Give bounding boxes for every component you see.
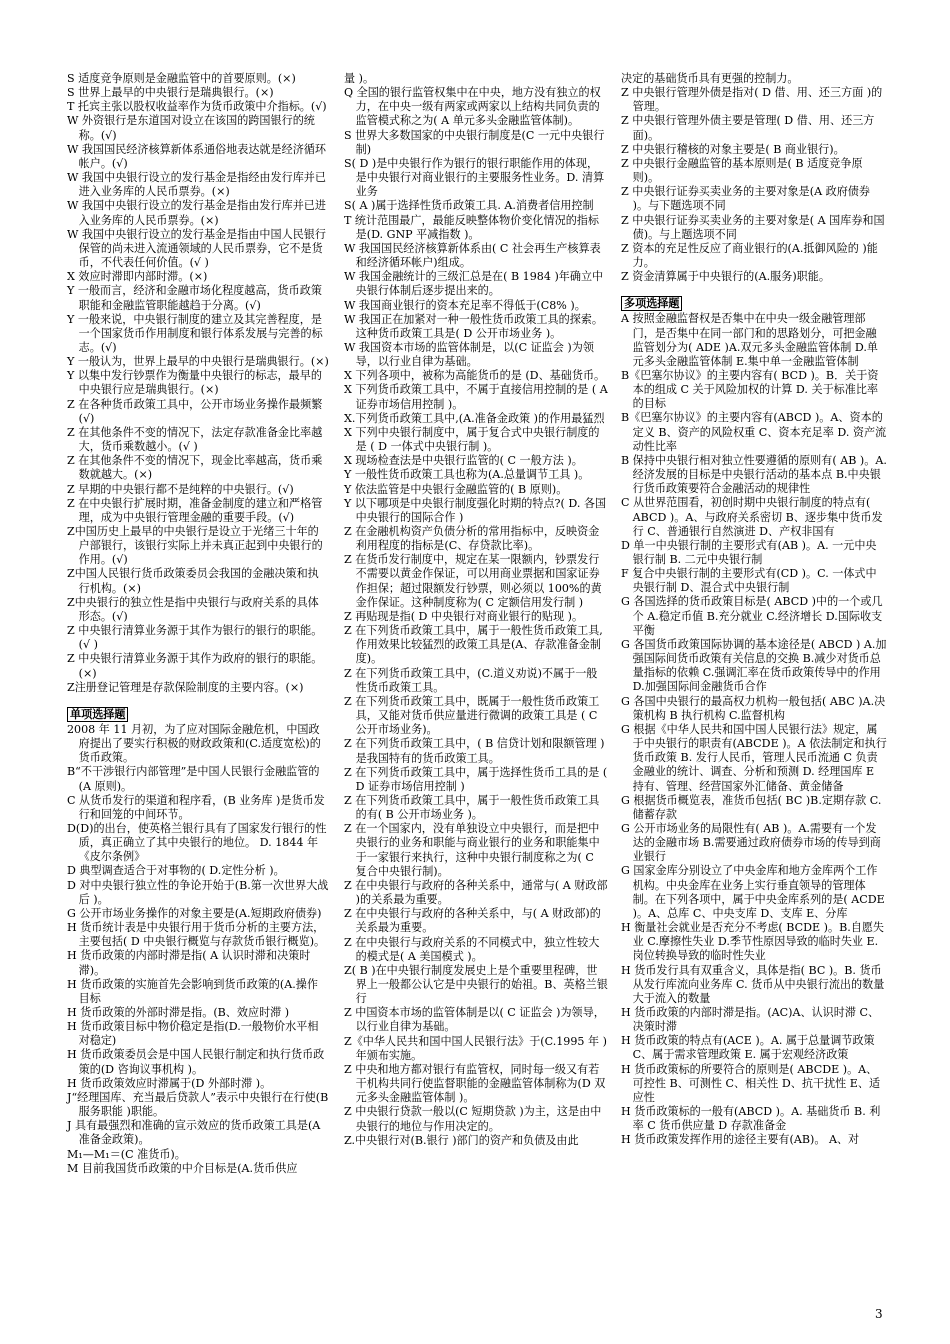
question-entry: W 我国中央银行设立的发行基金是指由中国人民银行保管的尚未进入流通领域的人民币票券，它不是货币，不代表任何价值。(√ ) <box>67 227 326 270</box>
question-entry: Z 中央银行清算业务源于其作为政府的银行的职能。(×) <box>67 652 323 680</box>
question-entry: S 世界上最早的中央银行是瑞典银行。(×) <box>67 86 274 100</box>
question-entry: Z 在中央银行与政府的各种关系中，通常与( A 财政部 )的关系最为重要。 <box>344 878 608 907</box>
question-entry: X 下列中央银行制度中，属于复合式中央银行制度的是 ( D 一体式中央银行制 )。 <box>344 425 600 454</box>
question-entry: Y 一般来说，中央银行制度的建立及其完善程度，是一个国家货币作用制度和银行体系发展与完善的标志。(√) <box>67 312 323 354</box>
question-entry: C 从世界范围看，初创时期中央银行制度的特点有( ABCD )。A、与政府关系密切 B、逐步集中货币发行 C、普通银行自然演进 D、产权非国有 <box>621 496 883 538</box>
question-entry: Z 中央银行贷款一般以(C 短期贷款 )为主，这是由中央银行的地位与作用决定的。 <box>344 1105 602 1133</box>
question-entry: Y 一般认为，世界上最早的中央银行是瑞典银行。(×) <box>67 355 329 369</box>
question-entry: S 适度竞争原则是金融监管中的首要原则。(×) <box>67 72 296 85</box>
section-heading: 单项选择题 <box>67 707 128 722</box>
section-heading: 多项选择题 <box>621 296 682 311</box>
question-entry: Z 中央银行管理外债主要是管理( D 借、用、还三方面)。 <box>621 114 875 142</box>
question-entry: Z 在金融机构资产负债分析的常用指标中，反映资金利用程度的指标是(C、存贷款比率)。 <box>344 525 600 553</box>
section-heading-wrap <box>621 284 887 312</box>
question-entry: A 按照金融监督权是否集中在中央一级金融管理部门，是否集中在同一部门和的思路划分，可把金融监管划分为( ADE )A.双元多头金融监管体制 D.单元多头金融监管体制 E.集中单一金融监管体制 <box>621 312 878 368</box>
question-entry: X 现场检查法是中央银行监管的( C 一般方法 )。 <box>344 454 583 468</box>
question-entry: Z 在中央银行与政府关系的不同模式中，独立性较大的模式是( A 美国模式 )。 <box>344 935 600 963</box>
question-entry: Z 在下列货币政策工具中，属于一般性货币政策工具的有( B 公开市场业务 )。 <box>344 793 600 822</box>
question-entry: Z 在货币发行制度中，规定在某一限额内，钞票发行不需要以黄金作保证，可以用商业票据和国家证券作担保；超过限额发行钞票，则必须以 100%的黄金作保证。这种制度称为( C 定额信用发行制 ) <box>344 553 602 609</box>
question-entry: W 我国正在加紧对一种一般性货币政策工具的探索。这种货币政策工具是( D 公开市场业务 )。 <box>344 312 603 340</box>
question-entry: H 货币政策标的所要符合的原则是( ABCDE )。A、可控性 B、可测性 C、相关性 D、抗干扰性 E、适应性 <box>621 1062 881 1104</box>
question-entry: Z 资金清算属于中央银行的(A.服务)职能。 <box>621 270 830 284</box>
question-entry: Z 再贴现是指( D 中央银行对商业银行的贴现 )。 <box>344 609 584 623</box>
section-heading-wrap <box>67 695 329 723</box>
question-entry: Z 中央银行证券买卖业务的主要对象是(A 政府债券 )。与下题选项不同 <box>621 185 870 213</box>
question-entry: G 各国货币政策国际协调的基本途径是( ABCD ) A.加强国际间货币政策有关信息的交换 B.减少对货币总量指标的依赖 C.强调汇率在货币政策传导中的作用 D.加强国际间金融货币合作 <box>621 637 887 694</box>
question-entry: Z 中央银行金融监管的基本原则是( B 适度竞争原则)。 <box>621 156 863 185</box>
question-entry: H 货币政策的实施首先会影响到货币政策的(A.操作目标 <box>67 977 318 1005</box>
question-entry: Z 在各种货币政策工具中，公开市场业务操作最频繁(√) <box>67 397 323 425</box>
question-entry: W 我国国民经济核算新体系由( C 社会再生产核算表和经济循环帐户)组成。 <box>344 241 601 270</box>
question-entry: Y 一般而言，经济和金融市场化程度越高，货币政策职能和金融监管职能越趋于分离。(√) <box>67 284 322 312</box>
question-entry: W 我国国民经济核算新体系通俗地表达就是经济循环帐户。(√) <box>67 142 326 170</box>
question-entry: Q 全国的银行监管权集中在中央，地方没有独立的权力，在中央一级有两家或两家以上结构共同负责的监管模式称之为( A 单元多头金融监管体制)。 <box>344 86 601 128</box>
question-entry: Z中国人民银行货币政策委员会我国的金融决策和执行机构。(×) <box>67 567 319 595</box>
question-entry: D(D)的出台，使英格兰银行具有了国家发行银行的性质，真正确立了其中央银行的地位。 D. 1844 年《皮尔条例》 <box>67 821 327 864</box>
question-entry: S 世界大多数国家的中央银行制度是(C 一元中央银行制) <box>344 128 605 156</box>
question-entry: G 根据货币概览表，准货币包括( BC )B.定期存款 C.储蓄存款 <box>621 793 882 821</box>
question-entry: D 对中央银行独立性的争论开始于(B.第一次世界大战后 )。 <box>67 878 329 906</box>
page-number: 3 <box>875 1307 883 1321</box>
question-entry: Z《中华人民共和国中国人民银行法》于(C.1995 年 )年颁布实施。 <box>344 1034 607 1062</box>
question-entry: W 我国资本市场的监管体制是，以(C 证监会 )为领导，以行业自律为基础。 <box>344 340 594 369</box>
question-entry: B 保持中央银行相对独立性要遵循的原则有( AB )。A.经济发展的目标是中央银行活动的基本点 B.中央银行货币政策要符合金融活动的规律性 <box>621 453 887 496</box>
question-entry: Z( B )在中央银行制度发展史上是个重要里程碑，世界上一般都公认它是中央银行的始祖。B、英格兰银行 <box>344 963 608 1006</box>
question-entry: Z 在下列货币政策工具中，(C.道义劝说)不属于一般性货币政策工具。 <box>344 666 598 694</box>
question-entry: Z中国历史上最早的中央银行是设立于光绪三十年的户部银行，该银行实际上并未真正起到中央银行的作用。(√) <box>67 525 323 567</box>
question-entry: Z 在中央银行扩展时期，准备金制度的建立和严格管理，成为中央银行管理金融的重要手段。(√) <box>67 496 323 524</box>
question-entry: Z 中央银行清算业务源于其作为银行的银行的职能。(√ ) <box>67 624 323 652</box>
question-entry: G 根据《中华人民共和国中国人民银行法》规定，属于中央银行的职责有(ABCDE )。A 依法制定和执行货币政策 B. 发行人民币，管理人民币流通 C 负责金融业的统计、调查、分析和预测 D. 经理国库 E 持有、管理、经营国家外汇储备、黄金储备 <box>621 722 887 793</box>
question-entry: G 国家金库分别设立了中央金库和地方金库两个工作机构。中央金库在业务上实行垂直领导的管理体制。在下列各项中，属于中央金库系列的是( ACDE )。A、总库 C、中央支库 D、支库 E、分库 <box>621 864 885 920</box>
question-entry: H 货币政策标的一般有(ABCD )。A. 基础货币 B. 利率 C 货币供应量 D 存款准备金 <box>621 1105 881 1133</box>
question-entry: W 我国商业银行的资本充足率不得低于(C8% )。 <box>344 298 586 312</box>
question-entry: Z 中央银行稽核的对象主要是( B 商业银行)。 <box>621 142 845 156</box>
question-entry: D 典型调查适合于对事物的( D.定性分析 )。 <box>67 864 285 878</box>
question-entry: Z 中央和地方都对银行有监管权，同时每一级又有若干机构共同行使监督职能的金融监管体制称为(D 双元多头金融监管体制 )。 <box>344 1062 606 1105</box>
question-entry: Z.中央银行对(B.银行 )部门的资产和负债及由此 <box>344 1133 579 1147</box>
question-entry: Z 在下列货币政策工具中，属于一般性货币政策工具,作用效果比较猛烈的政策工具是(A、存款准备金制度)。 <box>344 624 603 666</box>
question-entry: M 目前我国货币政策的中介目标是(A.货币供应 <box>67 1161 298 1175</box>
question-entry: Y 依法监管是中央银行金融监管的( B 原则)。 <box>344 482 568 496</box>
question-entry: B《巴塞尔协议》的主要内容有( BCD )。B．关于资本的组成 C 关于风险加权的计算 D. 关于标准比率的目标 <box>621 368 879 411</box>
question-entry: B《巴塞尔协议》的主要内容有(ABCD )。A、资本的定义 B、资产的风险权重 C、资本充足率 D. 资产流动性比率 <box>621 411 887 453</box>
question-entry: Z 资本的充足性反应了商业银行的(A.抵御风险的 )能力。 <box>621 241 878 270</box>
question-entry: Z 中央银行证券买卖业务的主要对象是( A 国库券和国债)。与上题选项不同 <box>621 213 885 241</box>
question-entry: Z 在下列货币政策工具中，属于选择性货币工具的是 ( D 证券市场信用控制 ) <box>344 765 608 793</box>
question-entry: Z 在下列货币政策工具中，( B 信贷计划和限额管理 )是我国特有的货币政策工具。 <box>344 737 605 765</box>
question-entry: H 货币政策目标中物价稳定是指(D.一般物价水平相对稳定) <box>67 1020 319 1048</box>
question-entry: Y 一般性货币政策工具也称为(A.总量调节工具 )。 <box>344 468 590 482</box>
question-entry: C 从货币发行的渠道和程序看，(B 业务库 )是货币发行和回笼的中间环节。 <box>67 793 325 821</box>
question-entry: G 公开市场业务操作的对象主要是(A.短期政府债券) <box>67 906 322 920</box>
question-entry: Z 在中央银行与政府的各种关系中，与( A 财政部)的关系最为重要。 <box>344 907 601 935</box>
question-entry: J“经理国库、充当最后贷款人”表示中央银行在行使(B 服务职能 )职能。 <box>67 1090 329 1119</box>
question-entry: G 公开市场业务的局限性有( AB )。A.需要有一个发达的金融市场 B.需要通过政府债券市场的传导到商业银行 <box>621 821 881 864</box>
question-entry: H 货币政策的内部时滞是指( A 认识时滞和决策时滞)。 <box>67 949 311 977</box>
question-entry: X.下列货币政策工具中,(A.准备金政策 )的作用最猛烈 <box>344 411 605 425</box>
question-entry: Y 以集中发行钞票作为衡量中央银行的标志，最早的中央银行应是瑞典银行。(×) <box>67 369 322 397</box>
question-entry: Z 在下列货币政策工具中，既属于一般性货币政策工具，又能对货币供应量进行微调的政策工具是 ( C 公开市场业务)。 <box>344 694 600 737</box>
question-entry: S( A )属于选择性货币政策工具. A.消费者信用控制 <box>344 199 594 213</box>
question-entry: Z 在其他条件不变的情况下，法定存款准备金比率越大，货币乘数越小。(√ ) <box>67 425 323 454</box>
question-entry: F 复合中央银行制的主要形式有(CD )。C. 一体式中央银行制 D、混合式中央银行制 <box>621 567 877 595</box>
question-entry: Z 中国资本市场的监管体制是以( C 证监会 )为领导，以行业自律为基础。 <box>344 1006 605 1034</box>
question-entry: 2008 年 11 月初，为了应对国际金融危机，中国政府提出了要实行积极的财政政策和(C.适度宽松)的货币政策。 <box>67 722 321 765</box>
question-entry: W 我国中央银行设立的发行基金是指由发行库并已进入业务库的人民币票券。(×) <box>67 199 326 227</box>
question-entry: X 下列各项中，被称为高能货币的是 (D、基础货币。 <box>344 369 606 383</box>
question-entry: T 托宾主张以股权收益率作为货币政策中介指标。(√) <box>67 100 327 114</box>
question-entry: Z 中央银行管理外债是指对( D 借、用、还三方面 )的管理。 <box>621 86 883 114</box>
question-entry: 量 )。 <box>344 72 375 85</box>
question-entry: X 效应时滞即内部时滞。(×) <box>67 270 208 284</box>
column-left <box>67 72 329 1176</box>
question-entry: 决定的基础货币具有更强的控制力。 <box>621 72 799 85</box>
question-entry: X 下列货币政策工具中，不属于直接信用控制的是 ( A 证券市场信用控制 )。 <box>344 383 608 411</box>
question-entry: Z注册登记管理是存款保险制度的主要内容。(×) <box>67 680 304 694</box>
question-entry: W 外资银行是东道国对设立在该国的跨国银行的统称。(√) <box>67 114 315 142</box>
question-entry: H 货币发行具有双重含义，具体是指( BC )。B. 货币从发行库流向业务库 C. 货币从中央银行流出的数量大于流入的数量 <box>621 963 885 1005</box>
question-entry: H 货币政策委员会是中国人民银行制定和执行货币政策的(D 咨询议事机构 )。 <box>67 1048 325 1076</box>
question-entry: H 货币政策发挥作用的途径主要有(AB)。 A、对 <box>621 1133 860 1147</box>
question-entry: G 各国中央银行的最高权力机构一般包括( ABC )A.决策机构 B 执行机构 C.监督机构 <box>621 694 886 722</box>
question-entry: W 我国金融统计的三级汇总是在( B 1984 )年确立中央银行体制后逐步提出来的。 <box>344 270 604 298</box>
question-entry: H 货币政策的内部时滞是指。(AC)A、认识时滞 C、决策时滞 <box>621 1006 880 1034</box>
question-entry: H 货币政策的外部时滞是指。(B、效应时滞 ) <box>67 1006 290 1019</box>
column-right <box>621 72 887 1148</box>
column-middle <box>344 72 608 1148</box>
question-entry: G 各国选择的货币政策目标是( ABCD )中的一个或几个 A.稳定币值 B.充分就业 C.经济增长 D.国际收支平衡 <box>621 595 883 637</box>
question-entry: Z中央银行的独立性是指中央银行与政府关系的具体形态。(√) <box>67 595 319 623</box>
question-entry: H 货币政策效应时滞属于(D 外部时滞 )。 <box>67 1076 272 1090</box>
question-entry: T 统计范围最广，最能反映整体物价变化情况的指标是(D. GNP 平减指数 )。 <box>344 213 599 241</box>
question-entry: M₁—M₁＝(C 准货币)。 <box>67 1147 186 1161</box>
question-entry: S( D )是中央银行作为银行的银行职能作用的体现，是中央银行对商业银行的主要服务性业务。D. 清算业务 <box>344 156 605 199</box>
question-entry: B“不干涉银行内部管理”是中国人民银行金融监管的(A 原则)。 <box>67 765 320 793</box>
question-entry: Z 在其他条件不变的情况下，现金比率越高，货币乘数就越大。(×) <box>67 454 323 482</box>
question-entry: Z 在一个国家内，没有单独设立中央银行，而是把中央银行的业务和职能与商业银行的业务和职能集中于一家银行来执行，这种中央银行制度称之为( C 复合中央银行制)。 <box>344 822 600 878</box>
question-entry: W 我国中央银行设立的发行基金是指经由发行库并已进入业务库的人民币票券。(×) <box>67 171 326 199</box>
question-entry: D 单一中央银行制的主要形式有(AB )。A. 一元中央银行制 B. 二元中央银行制 <box>621 538 877 566</box>
question-entry: H 货币统计表是中央银行用于货币分析的主要方法，主要包括( D 中央银行概览与存款货币银行概览)。 <box>67 921 326 949</box>
question-entry: J 具有最强烈和准确的宣示效应的货币政策工具是(A 准备金政策)。 <box>67 1119 321 1147</box>
question-entry: Y 以下哪项是中央银行制度强化时期的特点?( D. 各国中央银行的国际合作 ) <box>344 496 607 524</box>
question-entry: H 衡量社会就业是否充分不考虑( BCDE )。B.自愿失业 C.摩擦性失业 D.季节性原因导致的临时失业 E.岗位转换导致的临时性失业 <box>621 921 885 963</box>
question-entry: H 货币政策的特点有(ACE )。A. 属于总量调节政策 C、属于需求管理政策 E. 属于宏观经济政策 <box>621 1034 875 1062</box>
question-entry: Z 早期的中央银行都不是纯粹的中央银行。(√) <box>67 482 294 496</box>
